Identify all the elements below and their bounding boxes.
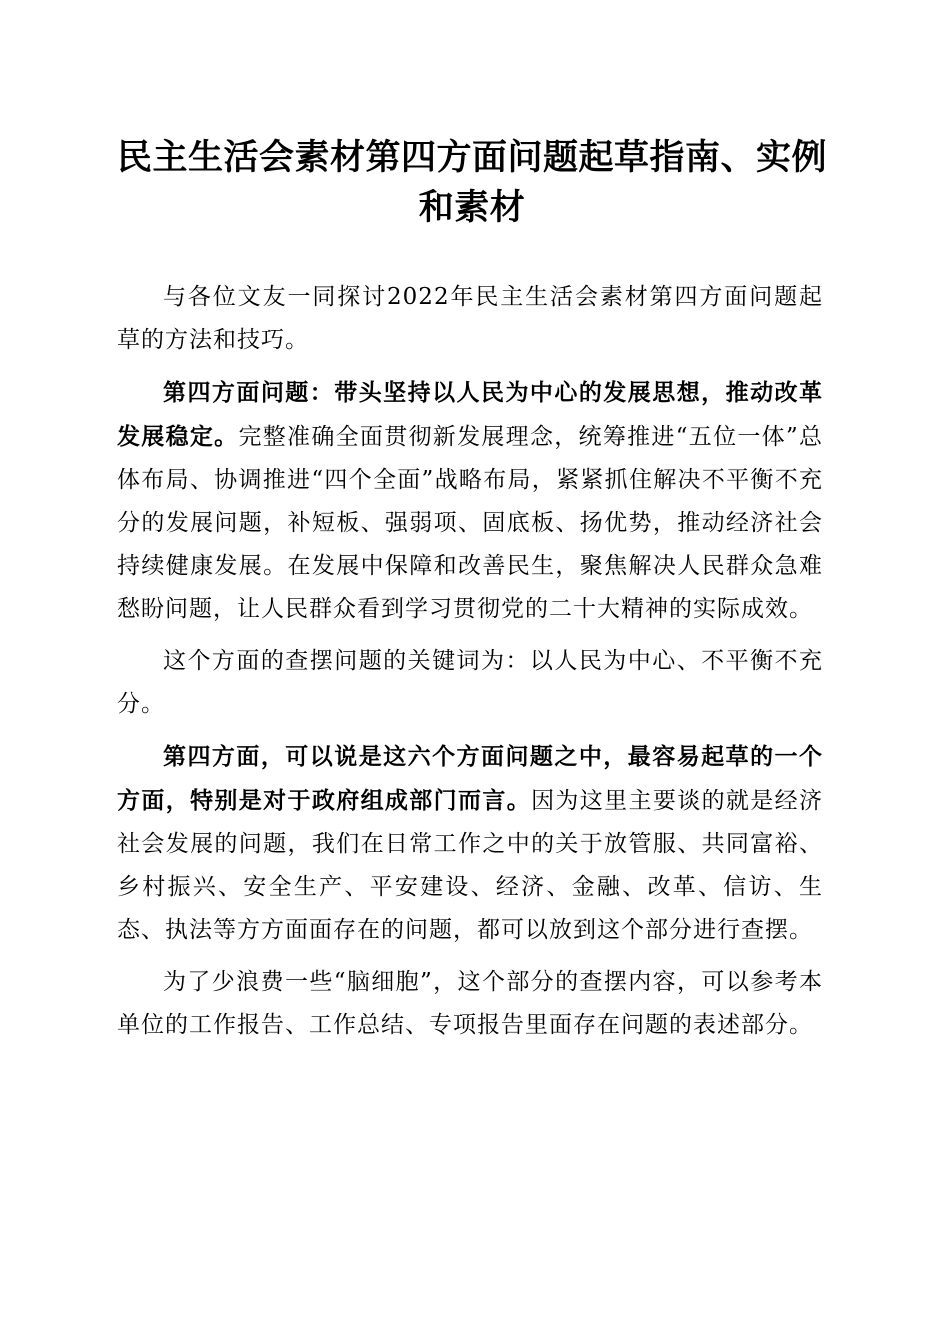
paragraph-text: 与各位文友一同探讨2022年民主生活会素材第四方面问题起草的方法和技巧。	[117, 284, 823, 353]
paragraph-fourth-aspect	[117, 371, 823, 631]
paragraph-intro	[117, 276, 823, 362]
paragraph-easiest	[117, 735, 823, 952]
paragraph-reference	[117, 961, 823, 1047]
paragraph-lead: 第四方面，可以说是这六个方面问题之中，最容易起草的一个方面，特别是对于政府组成部门而言。	[117, 743, 823, 814]
document-title: 民主生活会素材第四方面问题起草指南、实例和素材	[116, 137, 827, 228]
paragraph-text: 完整准确全面贯彻新发展理念，统筹推进“五位一体”总体布局、协调推进“四个全面”战略布局，紧紧抓住解决不平衡不充分的发展问题，补短板、强弱项、固底板、扬优势，推动经济社会持续健康发展。在发展中保障和改善民生，聚焦解决人民群众急难愁盼问题，让人民群众看到学习贯彻党的二十大精神的实际成效。	[117, 424, 823, 622]
paragraph-text: 因为这里主要谈的就是经济社会发展的问题，我们在日常工作之中的关于放管服、共同富裕、乡村振兴、安全生产、平安建设、经济、金融、改革、信访、生态、执法等方方面面存在的问题，都可以放到这个部分进行查摆。	[117, 788, 824, 943]
document-body	[117, 276, 823, 1056]
paragraph-text: 这个方面的查摆问题的关键词为：以人民为中心、不平衡不充分。	[117, 648, 823, 717]
paragraph-keywords	[117, 640, 823, 726]
paragraph-text: 为了少浪费一些“脑细胞”，这个部分的查摆内容，可以参考本单位的工作报告、工作总结、专项报告里面存在问题的表述部分。	[117, 969, 823, 1038]
paragraph-lead: 第四方面问题：带头坚持以人民为中心的发展思想，推动改革发展稳定。	[117, 379, 823, 450]
